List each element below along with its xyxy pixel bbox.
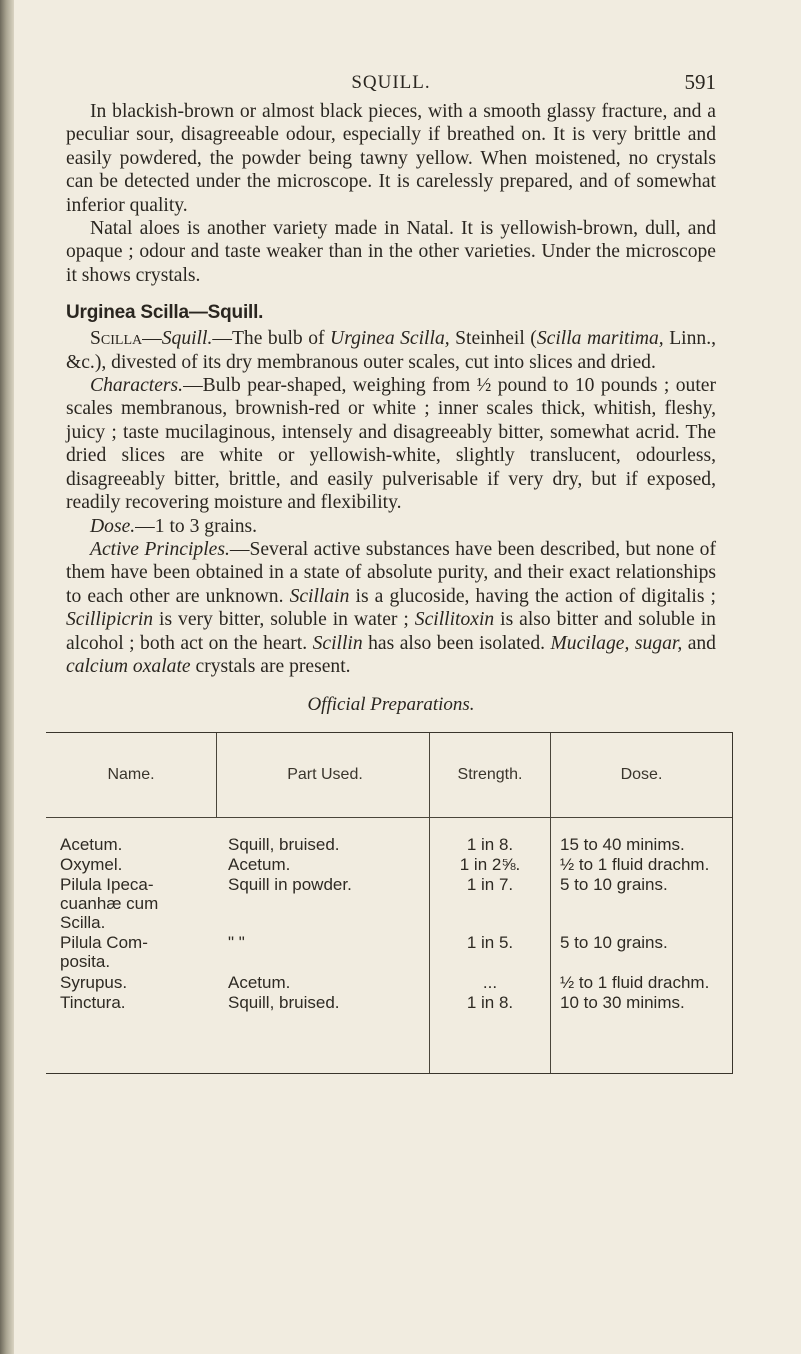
dose-label: Dose. [90, 515, 136, 537]
table-cell-name: Tinctura. [60, 993, 126, 1013]
sugar-term: sugar, [634, 632, 683, 654]
active-label: Active Principles. [90, 538, 230, 560]
active-principles-paragraph [66, 538, 716, 678]
active-text-2: is a glucoside, having the action of digitalis ; [349, 585, 716, 607]
table-cell-strength: 1 in 5. [466, 933, 514, 953]
table-cell-name: Pilula Ipeca- cuanhæ cum Scilla. [60, 875, 159, 933]
page-number: 591 [684, 70, 716, 94]
table-cell-dose: 15 to 40 minims. [560, 835, 685, 855]
table-left-edge [46, 733, 47, 1073]
table-cell-part: Acetum. [228, 855, 291, 875]
table-cell-dose: ½ to 1 fluid drachm. [560, 973, 710, 993]
characters-text: —Bulb pear-shaped, weighing from ½ pound to 10 pounds ; outer scales membranous, brownish-red or white ; inner scales thick, whitish, fleshy, juicy ; taste mucilaginous, intensely and disagreeably bitter, somewhat acrid. The dried slices are white or yellowish-white, slightly translucent, odourless, disagreeably bitter, brittle, and easily pulverisable if very dry, but if exposed, readily recovering moisture and flexibility. [66, 375, 716, 514]
scillipicrin-term: Scillipicrin [66, 609, 154, 631]
mucilage-term: Mucilage, [550, 632, 630, 654]
characters-paragraph [66, 374, 716, 514]
characters-label: Characters. [90, 375, 184, 397]
column-header-name: Name. [107, 766, 155, 784]
calcium-oxalate-term: calcium oxalate [66, 655, 191, 677]
scillitoxin-term: Scillitoxin [414, 609, 495, 631]
preparations-table [46, 732, 733, 1074]
scillain-term: Scillain [289, 585, 350, 607]
column-header-part: Part Used. [287, 766, 363, 784]
table-cell-dose: 10 to 30 minims. [560, 993, 685, 1013]
synonym-name: Scilla maritima, [536, 328, 664, 350]
dose-paragraph [66, 515, 716, 538]
aloes-paragraph: In blackish-brown or almost black pieces, with a smooth glassy fracture, and a peculiar sour, disagreeable odour, especially if breathed on. It is very brittle and easily powdered, the powder being tawny yellow. When moistened, no crystals can be detected under the microscope. It is carelessly prepared, and of somewhat inferior quality. [66, 101, 716, 216]
table-cell-strength: 1 in 2⅝. [459, 855, 521, 875]
active-text-7: and [682, 632, 716, 654]
section-heading: Urginea Scilla—Squill. [66, 302, 264, 324]
table-cell-dose: ½ to 1 fluid drachm. [560, 855, 710, 875]
scillin-term: Scillin [312, 632, 363, 654]
column-divider-strength [550, 733, 551, 1073]
squill-term: Squill. [161, 328, 213, 350]
book-spine-shadow [0, 0, 14, 1354]
active-text-1: —Several active substances have been described, but none of them have been obtained in a state of absolute purity, and their exact relationships to each other are unknown. [66, 538, 716, 607]
book-page [60, 70, 717, 1074]
scilla-text-1: —The bulb of [212, 328, 331, 350]
running-title: SQUILL. [351, 72, 431, 93]
table-cell-part: Squill, bruised. [228, 835, 340, 855]
table-cell-part: Squill in powder. [228, 875, 352, 895]
scilla-definition [66, 327, 716, 374]
table-cell-part: Acetum. [228, 973, 291, 993]
column-header-dose: Dose. [620, 766, 663, 784]
active-text-8: crystals are present. [190, 655, 351, 677]
table-cell-name: Pilula Com- posita. [60, 933, 148, 972]
table-cell-part: " " [228, 933, 245, 953]
active-text-3: is very bitter, soluble in water ; [153, 609, 415, 631]
dose-text: —1 to 3 grains. [135, 515, 258, 537]
column-divider-part [429, 733, 430, 1073]
table-cell-dose: 5 to 10 grains. [560, 933, 668, 953]
active-text-5: has also been isolated. [362, 632, 551, 654]
preparations-title: Official Preparations. [307, 694, 475, 716]
natal-aloes-paragraph: Natal aloes is another variety made in Natal. It is yellowish-brown, dull, and opaque ; odour and taste weaker than in the other varieties. Under the microscope it shows crystals. [66, 218, 716, 286]
table-cell-dose: 5 to 10 grains. [560, 875, 668, 895]
scilla-dash: — [142, 328, 162, 350]
table-cell-strength: 1 in 8. [466, 835, 514, 855]
active-text-4: is also bitter and soluble in alcohol ; both act on the heart. [66, 609, 716, 654]
table-cell-name: Acetum. [60, 835, 123, 855]
table-header-rule [46, 817, 732, 818]
table-cell-name: Syrupus. [60, 973, 128, 993]
table-cell-strength: 1 in 8. [466, 993, 514, 1013]
table-cell-strength: 1 in 7. [466, 875, 514, 895]
scilla-text-2: Steinheil ( [449, 328, 537, 350]
table-cell-name: Oxymel. [60, 855, 123, 875]
table-cell-strength: ... [482, 973, 498, 993]
scilla-label: Scilla [90, 328, 143, 350]
scilla-text-3: Linn., &c.), divested of its dry membranous outer scales, cut into slices and dried. [66, 328, 717, 373]
species-name: Urginea Scilla, [330, 328, 450, 350]
table-cell-part: Squill, bruised. [228, 993, 340, 1013]
column-header-strength: Strength. [457, 766, 523, 784]
page-header [66, 70, 716, 100]
column-divider-name [216, 733, 217, 817]
